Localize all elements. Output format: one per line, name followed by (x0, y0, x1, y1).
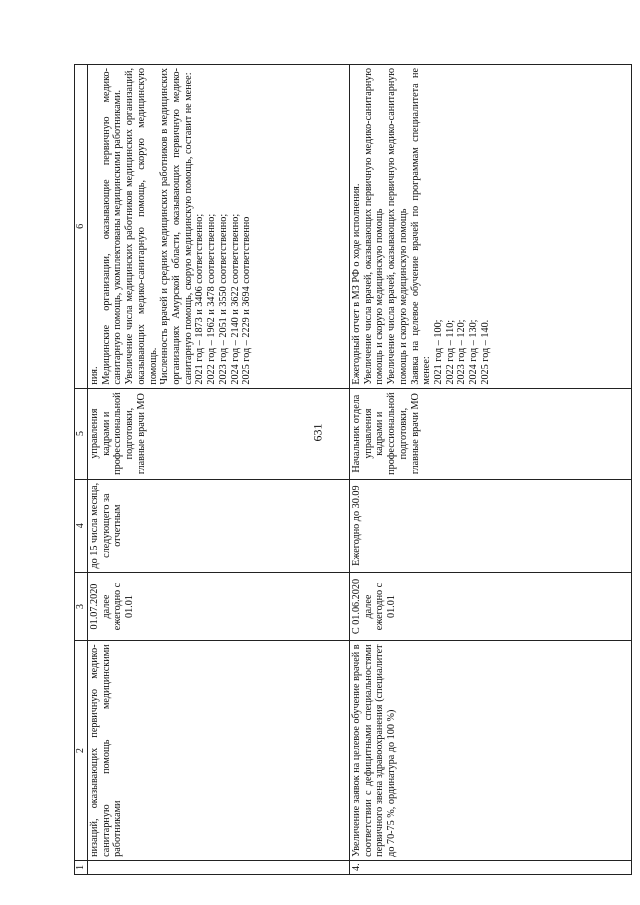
rotated-table-wrapper (74, 64, 632, 875)
result-line: 2023 год – 120; (456, 319, 468, 385)
result-line: ния. (89, 366, 100, 385)
result-cell (88, 65, 350, 389)
header-cell: 2 (75, 641, 88, 860)
measure-cell: Увеличение заявок на целевое обучение врачей в соответствии с дефицитными специальностями первичного звена здравоохранения (специалитет до 70-75 %, ординатура до 100 %) (350, 641, 632, 860)
result-line: 2021 год – 1873 и 3406 соответственно; (194, 213, 206, 385)
result-line: 2025 год – 140. (479, 319, 491, 385)
result-line: Численность врачей и средних медицинских работников в медицинских организациях Амурской области, оказывающих первичную медико-санитарную помощь, скорую медицинскую помощь, составит не менее: (159, 68, 194, 385)
table-header-row (75, 65, 88, 875)
result-line: 2022 год – 110; (444, 319, 456, 385)
result-line: Ежегодный отчет в МЗ РФ о ходе исполнения. (351, 183, 362, 385)
start-date-cell: С 01.06.2020 далее ежегодно с 01.01 (350, 572, 632, 641)
deadline-cell: Ежегодно до 30.09 (350, 479, 632, 572)
result-line: 2024 год – 130; (468, 319, 480, 385)
result-line: 2021 год – 100; (433, 319, 445, 385)
table-row (350, 65, 632, 875)
result-line: Увеличение числа медицинских работников медицинских организаций, оказывающих медико-санитарную помощь, скорую медицинскую помощь. (124, 68, 159, 385)
responsible-cell: Начальник отдела управления кадрами и профессиональной подготовки, главные врачи МО (350, 388, 632, 479)
table-row (88, 65, 350, 875)
result-line: Увеличение числа врачей, оказывающих первичную медико-санитарную помощь и скорую медицинскую помощь (362, 68, 386, 385)
start-date-cell: 01.07.2020 далее ежегодно с 01.01 (88, 572, 350, 641)
result-line: 2023 год – 2051 и 3550 соответственно; (217, 213, 229, 385)
result-line: 2024 год – 2140 и 3622 соответственно; (229, 213, 241, 385)
result-line: Увеличение числа врачей, оказывающих первичную медико-санитарную помощь и скорую медицинскую помощь (386, 68, 409, 385)
result-line: Медицинские организации, оказывающие первичную медико-санитарную помощь, укомплектованы медицинскими работниками. (100, 68, 124, 385)
header-cell: 1 (75, 860, 88, 874)
deadline-cell: до 15 числа месяца, следующего за отчетным (88, 479, 350, 572)
row-number: 4. (350, 860, 632, 874)
result-line: Заявка на целевое обучение врачей по программам специалитета не менее: (409, 68, 433, 385)
result-line: 2022 год – 1962 и 3478 соответственно; (206, 213, 218, 385)
result-cell (350, 65, 632, 389)
row-number (88, 860, 350, 874)
measure-cell: низаций, оказывающих первичную медико-санитарную помощь медицинскими работниками (88, 641, 350, 860)
header-cell: 4 (75, 479, 88, 572)
header-cell: 6 (75, 65, 88, 389)
measures-table (74, 64, 632, 875)
header-cell: 5 (75, 388, 88, 479)
header-cell: 3 (75, 572, 88, 641)
result-line: 2025 год – 2229 и 3694 соответственно (241, 216, 253, 385)
page-number: 631 (310, 423, 325, 442)
responsible-cell: управления кадрами и профессиональной подготовки, главные врачи МО (88, 388, 350, 479)
